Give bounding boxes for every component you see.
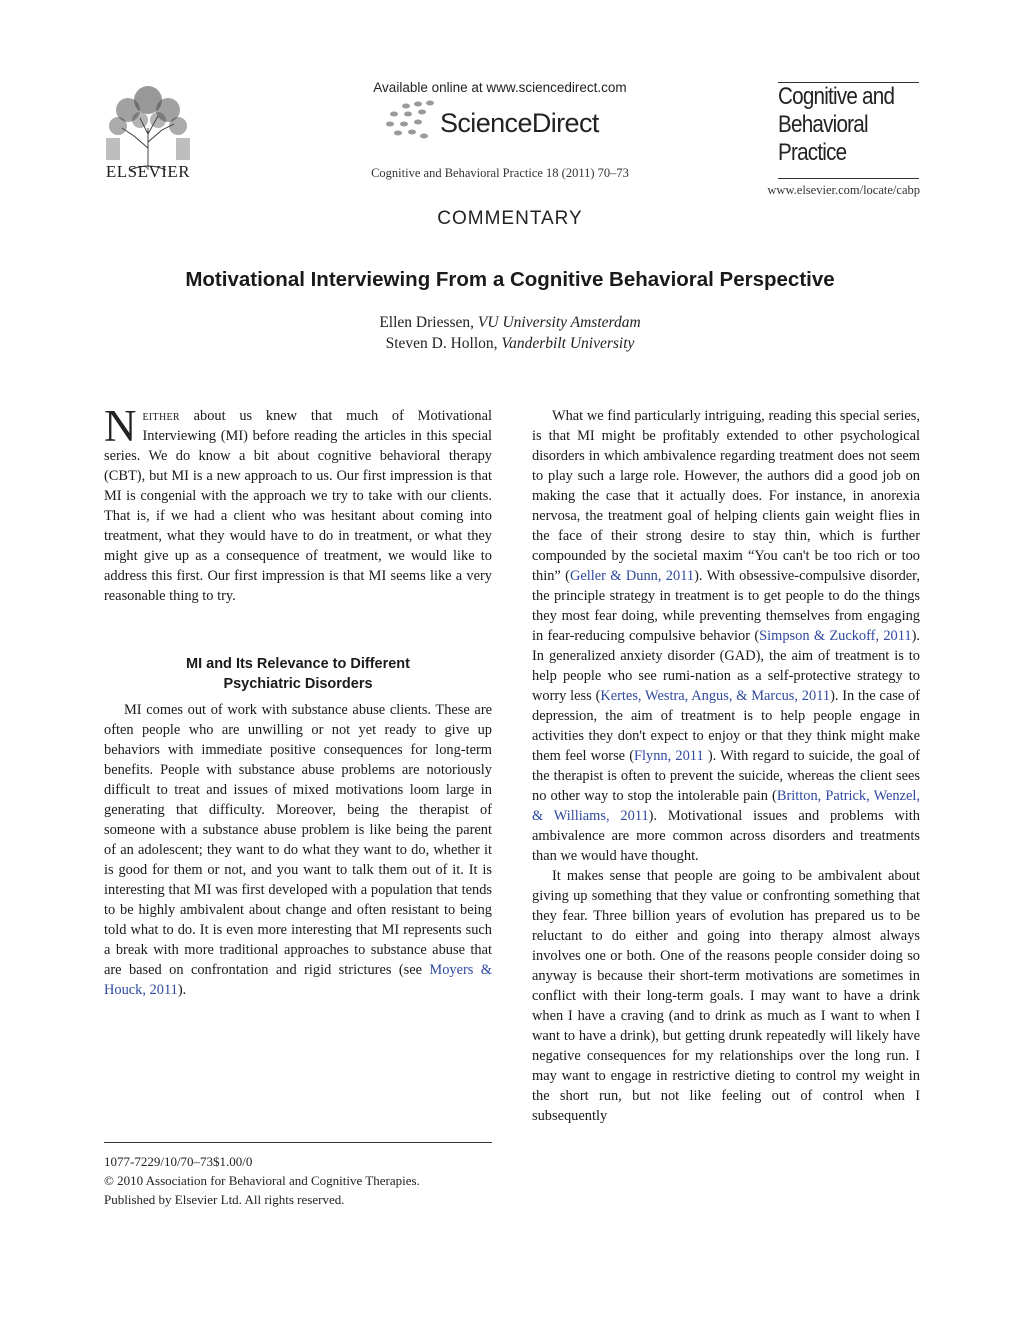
- paragraph-other-disorders: [532, 406, 920, 866]
- journal-citation: Cognitive and Behavioral Practice 18 (2011) 70–73: [371, 166, 629, 180]
- right-column: [532, 406, 920, 1126]
- citation-link[interactable]: Britton, Patrick, Wenzel, & Williams, 2011: [532, 788, 920, 824]
- left-column: [104, 401, 492, 1000]
- footnote-divider: [104, 1142, 492, 1143]
- citation-link[interactable]: Geller & Dunn, 2011: [569, 568, 695, 584]
- paragraph-text: What we find particularly intriguing, reading this special series, is that MI might be profitably extended to other psychological disorders in which ambivalence regarding treatment does not seem to play such a large role. However, the authors did a good job on making the case that it actually does. For instance, in anorexia nervosa, the treatment goal of helping clients gain weight flies in the face of their strong desire to stay thin, which is further compounded by the societal maxim “You can't be too rich or too thin” (: [532, 408, 920, 584]
- sciencedirect-wordmark: ScienceDirect: [440, 108, 599, 138]
- paragraph-text: ). With obsessive-compulsive disorder, the principle strategy in treatment is to get people to do the things they most fear doing, while preventing themselves from engaging in fear-reducing compulsive behavior (: [532, 568, 920, 644]
- publisher-name: ELSEVIER: [105, 162, 191, 181]
- citation-link[interactable]: Moyers & Houck, 2011: [104, 962, 492, 998]
- small-caps-lead: either: [142, 408, 180, 424]
- citation-link[interactable]: Kertes, Westra, Angus, & Marcus, 2011: [600, 688, 831, 704]
- paragraph-text: ). Motivational issues and problems with ambivalence are more common across disorders and treatments than we would have thought.: [532, 808, 920, 864]
- citation-link[interactable]: Simpson & Zuckoff, 2011: [759, 628, 912, 644]
- journal-title-line-1: Cognitive and: [778, 83, 895, 110]
- footnote: [104, 1152, 492, 1209]
- drop-cap: N: [104, 401, 137, 451]
- author-2: [0, 335, 1020, 353]
- paragraph-text: ).: [177, 982, 187, 998]
- paragraph-text: ). With regard to suicide, the goal of the therapist is often to prevent the suicide, whereas the client sees no other way to stop the intolerable pain (: [532, 748, 921, 804]
- journal-title-line-3: Practice: [778, 139, 847, 166]
- paragraph-substance-abuse: [104, 700, 492, 1000]
- section-heading-line-1: MI and Its Relevance to Different: [186, 656, 410, 672]
- section-heading-line-2: Psychiatric Disorders: [223, 676, 373, 692]
- journal-url-link[interactable]: www.elsevier.com/locate/cabp: [767, 183, 920, 197]
- author-name: Ellen Driessen,: [379, 314, 478, 331]
- article-title: Motivational Interviewing From a Cognitive Behavioral Perspective: [185, 268, 835, 291]
- paragraph-text: MI comes out of work with substance abuse clients. These are often people who are unwilling or not yet ready to give up behaviors with immediate positive consequences for long-term benefits. People with substance abuse problems are notoriously difficult to treat and issues of mixed motivations loom large in generating that difficulty. Moreover, being the therapist of someone with a substance abuse problem is like being the parent of an adolescent; they want to do what they want to do, whether it is good for them or not, and you want to talk them out of it. It is interesting that MI was first developed with a population that tends to be highly ambivalent about change and often resistant to being told what to do. It is even more interesting that MI represents such a break with more traditional approaches to substance abuse that are based on confrontation and rigid strictures (see: [104, 702, 492, 978]
- section-label: COMMENTARY: [437, 208, 583, 229]
- issn-line: 1077-7229/10/70–73$1.00/0: [104, 1154, 253, 1169]
- paragraph-text: about us knew that much of Motivational Interviewing (MI) before reading the articles in this special series. We do know a bit about cognitive behavioral therapy (CBT), but MI is a new approach to us. Our first impression is that MI is congenial with the approach we try to take with our clients. That is, if we had a client who was hesitant about coming into treatment, what they would have to do in treatment, or what they might give up as a consequence of treatment, we would like to address this first. Our first impression is that MI seems like a very reasonable thing to try.: [104, 408, 492, 604]
- citation-link[interactable]: Flynn, 2011: [634, 748, 704, 764]
- author-affiliation: Vanderbilt University: [501, 335, 635, 352]
- section-heading: [104, 654, 492, 694]
- journal-title-line-2: Behavioral: [778, 111, 868, 138]
- paragraph-text: ). In generalized anxiety disorder (GAD), the aim of treatment is to help people who see rumi-nation as a self-protective strategy to worry less (: [532, 628, 920, 704]
- available-online-text: Available online at www.sciencedirect.com: [373, 80, 627, 95]
- journal-title-box: [778, 82, 919, 179]
- paragraph-text: ). In the case of depression, the aim of treatment is to help people engage in activities they don't expect to enjoy or that they think might make them feel worse (: [532, 688, 920, 764]
- author-1: [0, 314, 1020, 332]
- author-affiliation: VU University Amsterdam: [477, 314, 641, 331]
- author-name: Steven D. Hollon,: [385, 335, 502, 352]
- paragraph-intro: [104, 401, 492, 606]
- publisher-rights-line: Published by Elsevier Ltd. All rights reserved.: [104, 1192, 345, 1207]
- paragraph-ambivalence: It makes sense that people are going to be ambivalent about giving up something that they value or confronting something that they fear. Three billion years of evolution has prepared us to be reluctant to do either and going into therapy almost always involves one or both. One of the reasons people consider doing so anyway is because their short-term motivations are sometimes in conflict with their long-term goals. I may want to have a drink when I have a craving (and to drink as much as I want to when I want to have a drink), but getting drunk repeatedly will likely have negative consequences for my relationships over the long run. I may want to engage in restrictive dieting to control my weight in the short run, but not like feeling out of control when I subsequently: [532, 868, 920, 1124]
- copyright-line: © 2010 Association for Behavioral and Cognitive Therapies.: [104, 1173, 420, 1188]
